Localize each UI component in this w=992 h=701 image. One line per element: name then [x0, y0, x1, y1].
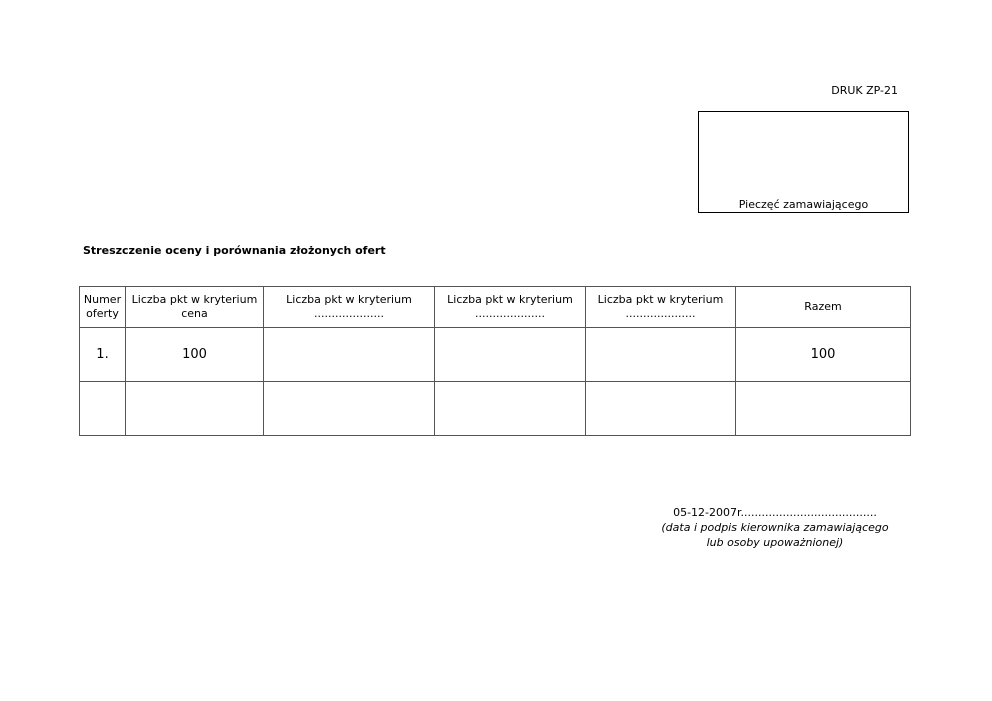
- table-cell: [126, 382, 264, 436]
- table-row: [80, 382, 911, 436]
- table-cell: [586, 382, 736, 436]
- table-cell: 100: [736, 328, 911, 382]
- table-row: [80, 328, 911, 382]
- stamp-label: Pieczęć zamawiającego: [738, 198, 869, 211]
- header-offer-number: Numer oferty: [80, 287, 126, 328]
- header-criterion-price: Liczba pkt w kryterium cena: [126, 287, 264, 328]
- table-cell: [264, 328, 435, 382]
- signature-caption-line2: lub osoby upoważnionej): [706, 536, 844, 549]
- table-cell: [80, 382, 126, 436]
- table-cell: [736, 382, 911, 436]
- header-criterion-4: Liczba pkt w kryterium ....................: [586, 287, 736, 328]
- signature-date-line: 05-12-2007r.......................................: [673, 506, 877, 519]
- document-title: Streszczenie oceny i porównania złożonych ofert: [83, 244, 386, 257]
- header-criterion-2: Liczba pkt w kryterium ....................: [264, 287, 435, 328]
- table-cell: [586, 328, 736, 382]
- stamp-box: [698, 111, 909, 213]
- table-header-row: [80, 287, 911, 328]
- table-cell: [435, 382, 586, 436]
- offers-table: [79, 286, 911, 436]
- table-cell: [435, 328, 586, 382]
- header-total: Razem: [736, 287, 911, 328]
- signature-block: [650, 505, 900, 550]
- table-cell: 100: [126, 328, 264, 382]
- table-cell: [264, 382, 435, 436]
- signature-caption-line1: (data i podpis kierownika zamawiającego: [661, 521, 889, 534]
- table-cell: 1.: [80, 328, 126, 382]
- header-criterion-3: Liczba pkt w kryterium ....................: [435, 287, 586, 328]
- form-id: DRUK ZP-21: [831, 84, 898, 97]
